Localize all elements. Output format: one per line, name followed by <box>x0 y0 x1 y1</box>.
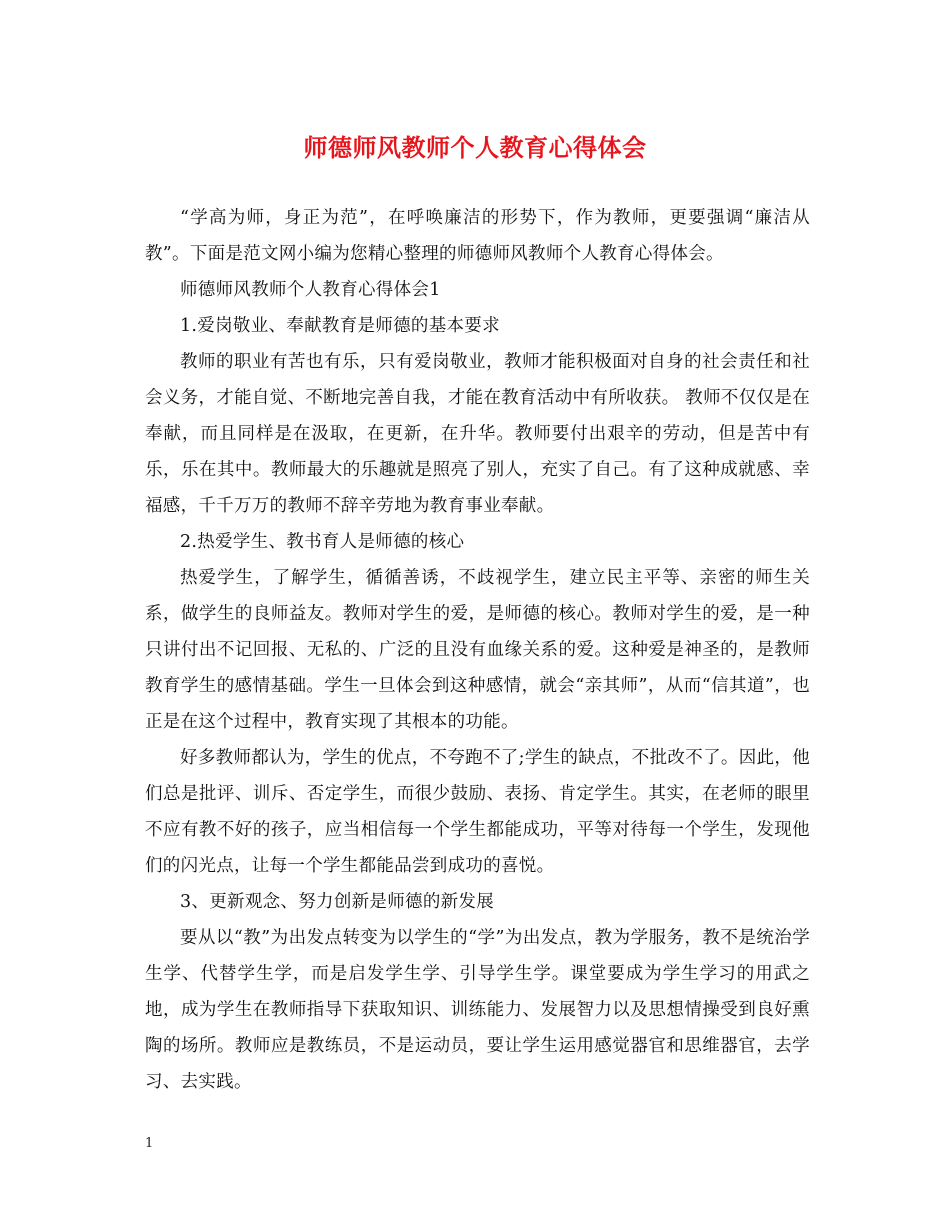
section-heading: 师德师风教师个人教育心得体会1 <box>180 280 441 300</box>
subheading-2: 2.热爱学生、教书育人是师德的核心 <box>180 532 465 552</box>
paragraph-1: 教师的职业有苦也有乐，只有爱岗敬业，教师才能积极面对自身的社会责任和社会义务，才能自觉、不断地完善自我，才能在教育活动中有所收获。 教师不仅仅是在奉献，而且同样是在汲取，在更新，在升华。教师要付出艰辛的劳动，但是苦中有乐，乐在其中。教师最大的乐趣就是照亮了别人，充实了自己。有了这种成就感、幸福感，千千万万的教师不辞辛劳地为教育事业奉献。 <box>145 352 810 516</box>
page-title: 师德师风教师个人教育心得体会 <box>303 133 647 162</box>
paragraph-4: 要从以“教”为出发点转变为以学生的“学”为出发点，教为学服务，教不是统治学生学、代替学生学，而是启发学生学、引导学生学。课堂要成为学生学习的用武之地，成为学生在教师指导下获取知识、训练能力、发展智力以及思想情操受到良好熏陶的场所。教师应是教练员，不是运动员，要让学生运用感觉器官和思维器官，去学习、去实践。 <box>145 928 810 1092</box>
page-number: 1 <box>145 1136 154 1151</box>
subheading-1: 1.爱岗敬业、奉献教育是师德的基本要求 <box>180 316 500 336</box>
subheading-3: 3、更新观念、努力创新是师德的新发展 <box>180 892 495 912</box>
paragraph-3: 好多教师都认为，学生的优点，不夸跑不了;学生的缺点，不批改不了。因此，他们总是批评、训斥、否定学生，而很少鼓励、表扬、肯定学生。其实，在老师的眼里不应有教不好的孩子，应当相信每一个学生都能成功，平等对待每一个学生，发现他们的闪光点，让每一个学生都能品尝到成功的喜悦。 <box>145 748 810 876</box>
intro-paragraph: “学高为师，身正为范”，在呼唤廉洁的形势下，作为教师，更要强调“廉洁从教”。下面是范文网小编为您精心整理的师德师风教师个人教育心得体会。 <box>145 208 810 264</box>
document-body <box>145 200 810 1100</box>
paragraph-2: 热爱学生，了解学生，循循善诱，不歧视学生，建立民主平等、亲密的师生关系，做学生的良师益友。教师对学生的爱，是师德的核心。教师对学生的爱，是一种只讲付出不记回报、无私的、广泛的且没有血缘关系的爱。这种爱是神圣的，是教师教育学生的感情基础。学生一旦体会到这种感情，就会“亲其师”，从而“信其道”，也正是在这个过程中，教育实现了其根本的功能。 <box>145 568 810 732</box>
